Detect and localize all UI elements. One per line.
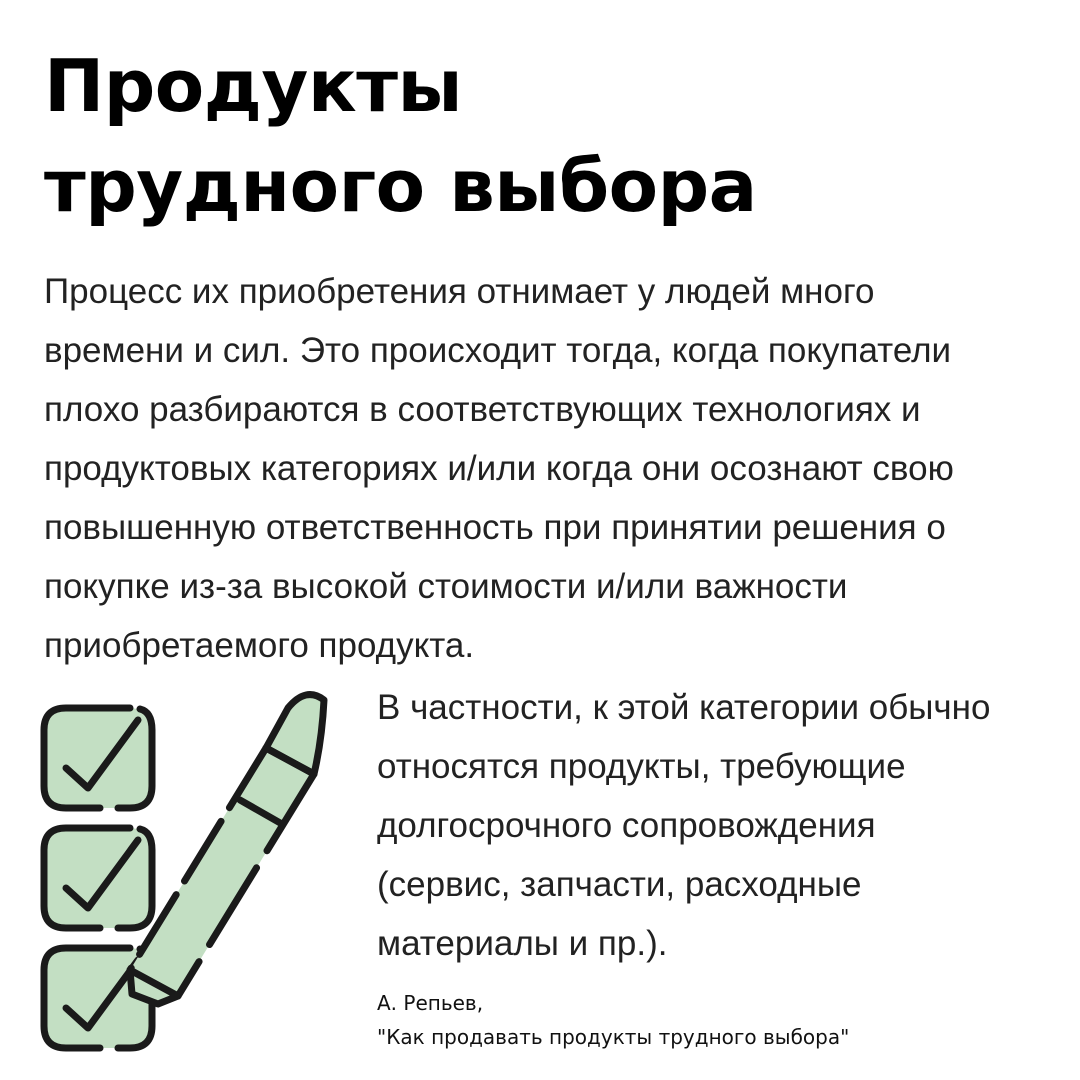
attribution-author: А. Репьев, xyxy=(377,991,484,1015)
body-line: покупке из-за высокой стоимости и/или важности xyxy=(44,567,848,606)
body-line: времени и сил. Это происходит тогда, когда покупатели xyxy=(44,331,952,370)
body-line: приобретаемого продукта. xyxy=(44,626,475,665)
body-line: плохо разбираются в соответствующих технологиях и xyxy=(44,390,921,429)
quote-line: долгосрочного сопровождения xyxy=(377,806,876,845)
quote-line: (сервис, запчасти, расходные xyxy=(377,865,862,904)
body-line: продуктовых категориях и/или когда они осознают свою xyxy=(44,449,954,488)
checklist-pen-icon xyxy=(30,690,340,1060)
title-line-2: трудного выбора xyxy=(44,144,757,228)
quote-line: относятся продукты, требующие xyxy=(377,747,906,786)
body-line: повышенную ответственность при принятии решения о xyxy=(44,508,946,547)
checkbox-icon xyxy=(44,708,152,808)
body-line: Процесс их приобретения отнимает у людей много xyxy=(44,272,875,311)
pen-icon xyxy=(130,695,324,1004)
checkbox-icon xyxy=(44,828,152,928)
quote-line: В частности, к этой категории обычно xyxy=(377,688,991,727)
attribution xyxy=(377,986,849,1054)
title-line-1: Продукты xyxy=(44,44,463,128)
attribution-book-title: "Как продавать продукты трудного выбора" xyxy=(377,1025,850,1049)
quote-line: материалы и пр.). xyxy=(377,924,668,963)
page-title xyxy=(44,36,757,236)
body-paragraph xyxy=(44,262,1054,675)
quote-paragraph xyxy=(377,678,1057,973)
